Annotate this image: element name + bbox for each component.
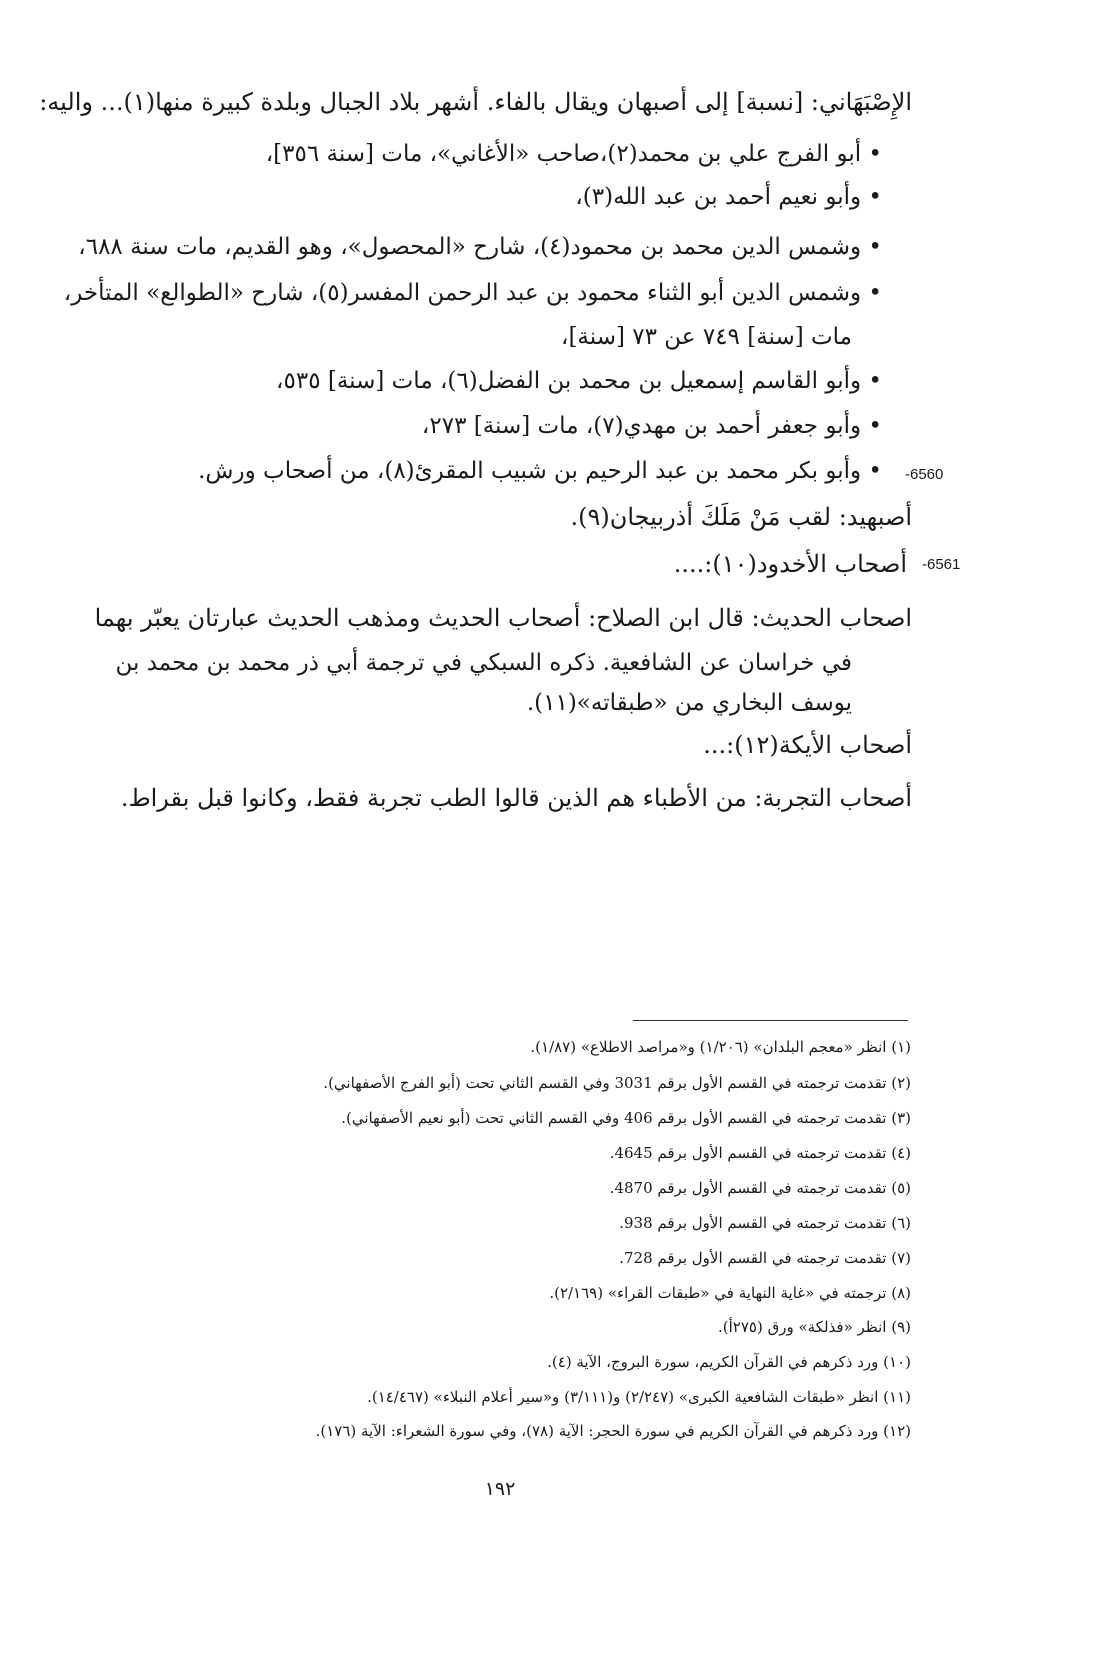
footnote: (٢) تقدمت ترجمته في القسم الأول برقم 3031 وفي القسم الثاني تحت (أبو الفرج الأصفهاني). — [323, 1074, 911, 1092]
list-item: • وشمس الدين أبو الثناء محمود بن عبد الرحمن المفسر(٥)، شارح «الطوالع» المتأخر، — [63, 280, 882, 306]
entry-ashab-al-hadith: اصحاب الحديث: قال ابن الصلاح: أصحاب الحديث ومذهب الحديث عبارتان يعبّر بهما — [94, 604, 912, 632]
footnote: (١) انظر «معجم البلدان» (١/٢٠٦) و«مراصد الاطلاع» (١/٨٧). — [530, 1038, 911, 1056]
entry-continuation: يوسف البخاري من «طبقاته»(١١). — [526, 690, 852, 716]
list-item: • وشمس الدين محمد بن محمود(٤)، شارح «المحصول»، وهو القديم، مات سنة ٦٨٨، — [78, 234, 882, 260]
footnote: (٩) انظر «فذلكة» ورق (٢٧٥أ). — [717, 1318, 911, 1336]
entry-continuation: في خراسان عن الشافعية. ذكره السبكي في ترجمة أبي ذر محمد بن محمد بن — [115, 650, 852, 676]
footnote: (٨) ترجمته في «غاية النهاية في «طبقات القراء» (٢/١٦٩). — [549, 1284, 911, 1302]
footnote: (١٢) ورد ذكرهم في القرآن الكريم في سورة الحجر: الآية (٧٨)، وفي سورة الشعراء: الآية (١٧٦). — [315, 1422, 911, 1440]
footnote: (٤) تقدمت ترجمته في القسم الأول برقم 4645. — [609, 1144, 911, 1162]
entry-ashab-al-tajriba: أصحاب التجربة: من الأطباء هم الذين قالوا الطب تجربة فقط، وكانوا قبل بقراط. — [120, 784, 912, 812]
footnote: (١١) انظر «طبقات الشافعية الكبرى» (٢/٢٤٧) و(٣/١١١) و«سير أعلام النبلاء» (١٤/٤٦٧). — [367, 1388, 911, 1406]
page-number: ١٩٢ — [484, 1478, 516, 1500]
entry-isbahani: الإِصْبَهَاني: [نسبة] إلى أصبهان ويقال بالفاء. أشهر بلاد الجبال وبلدة كبيرة منها(١)... واليه: — [39, 88, 912, 116]
list-item: • وأبو بكر محمد بن عبد الرحيم بن شبيب المقرئ(٨)، من أصحاب ورش. — [198, 458, 882, 484]
footnote: (٧) تقدمت ترجمته في القسم الأول برقم 728. — [619, 1249, 911, 1267]
footnote-divider — [633, 1020, 908, 1021]
list-item: • أبو الفرج علي بن محمد(٢)،صاحب «الأغاني»، مات [سنة ٣٥٦]، — [265, 141, 882, 167]
list-item-continuation: مات [سنة] ٧٤٩ عن ٧٣ [سنة]، — [561, 324, 852, 350]
list-item: • وأبو القاسم إسمعيل بن محمد بن الفضل(٦)، مات [سنة] ٥٣٥، — [276, 368, 882, 394]
footnote: (١٠) ورد ذكرهم في القرآن الكريم، سورة البروج، الآية (٤). — [547, 1353, 911, 1371]
entry-number: -6561 — [922, 556, 961, 573]
footnote: (٣) تقدمت ترجمته في القسم الأول برقم 406 وفي القسم الثاني تحت (أبو نعيم الأصفهاني). — [341, 1109, 911, 1127]
footnote: (٥) تقدمت ترجمته في القسم الأول برقم 4870. — [609, 1179, 911, 1197]
footnote: (٦) تقدمت ترجمته في القسم الأول برقم 938. — [619, 1214, 911, 1232]
list-item: • وأبو نعيم أحمد بن عبد الله(٣)، — [575, 184, 882, 210]
entry-ashab-al-ukhdud: أصحاب الأخدود(١٠):.... — [673, 550, 907, 578]
entry-number: -6560 — [905, 466, 944, 483]
list-item: • وأبو جعفر أحمد بن مهدي(٧)، مات [سنة] ٢٧٣، — [421, 413, 882, 439]
entry-ispahbad: أصبهيد: لقب مَنْ مَلَكَ أذربيجان(٩). — [570, 503, 912, 531]
entry-ashab-al-ayka: أصحاب الأيكة(١٢):... — [703, 731, 912, 759]
